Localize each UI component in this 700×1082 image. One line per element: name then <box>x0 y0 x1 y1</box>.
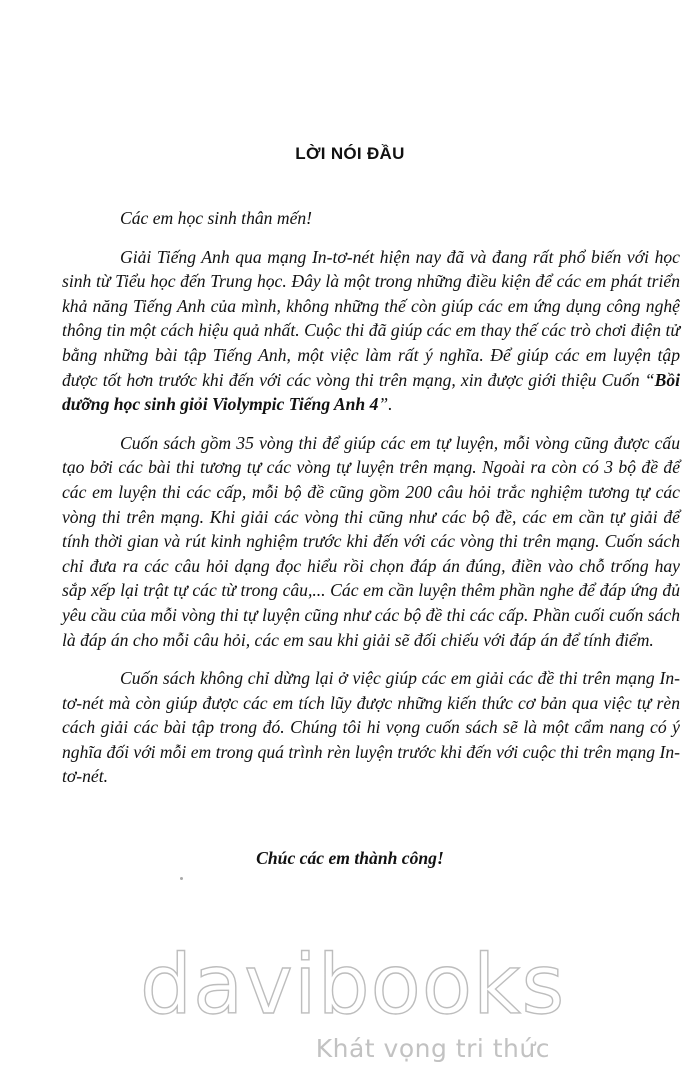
watermark-slogan: Khát vọng tri thức <box>315 1034 550 1063</box>
paragraph-1 <box>62 245 680 417</box>
scan-speck <box>180 877 183 880</box>
greeting: Các em học sinh thân mến! <box>120 208 313 228</box>
paragraph-1-text: Giải Tiếng Anh qua mạng In-tơ-nét hiện nay đã và đang rất phổ biến với học sinh từ Tiểu học đến Trung học. Đây là một trong những điều kiện để các em phát triển khả năng Tiếng Anh của mình, không những thế còn giúp các em ứng dụng công nghệ thông tin một cách hiệu quả nhất. Cuộc thi đã giúp các em thay thế các trò chơi điện tử bằng những bài tập Tiếng Anh, một việc làm rất ý nghĩa. Để giúp các em luyện tập được tốt hơn trước khi đến với các vòng thi trên mạng, xin được giới thiệu Cuốn “ <box>62 246 680 390</box>
closing-line: Chúc các em thành công! <box>256 848 444 868</box>
page-title: LỜI NÓI ĐẦU <box>295 144 405 163</box>
watermark-brand: davibooks <box>140 938 566 1033</box>
preface-body <box>62 206 680 803</box>
paragraph-1-end: ”. <box>378 394 393 415</box>
paragraph-3: Cuốn sách không chỉ dừng lại ở việc giúp các em giải các đề thi trên mạng In-tơ-nét mà còn giúp được các em tích lũy được những kiến thức cơ bản qua việc tự rèn cách giải các bài tập trong đó. Chúng tôi hi vọng cuốn sách sẽ là một cẩm nang có ý nghĩa đối với mỗi em trong quá trình rèn luyện trước khi đến với cuộc thi trên mạng In-tơ-nét. <box>62 668 680 787</box>
paragraph-2: Cuốn sách gồm 35 vòng thi để giúp các em tự luyện, mỗi vòng cũng được cấu tạo bởi các bài thi tương tự các vòng tự luyện trên mạng. Ngoài ra còn có 3 bộ đề để các em luyện thi các cấp, mỗi bộ đề cũng gồm 200 câu hỏi trắc nghiệm tương tự các vòng thi trên mạng. Khi giải các vòng thi cũng như các bộ đề, các em cần tự giải để tính thời gian và rút kinh nghiệm trước khi đến với các vòng thi trên mạng. Cuốn sách chỉ đưa ra các câu hỏi dạng đọc hiểu rồi chọn đáp án đúng, điền vào chỗ trống hay sắp xếp lại trật tự các từ trong câu,... Các em cần luyện thêm phần nghe để đáp ứng đủ yêu cầu của mỗi vòng thi tự luyện cũng như các bộ đề thi các cấp. Phần cuối cuốn sách là đáp án cho mỗi câu hỏi, các em sau khi giải sẽ đối chiếu với đáp án để tính điểm. <box>62 432 680 650</box>
book-title: Bồi dưỡng học sinh giỏi Violympic Tiếng Anh 4 <box>62 369 680 415</box>
